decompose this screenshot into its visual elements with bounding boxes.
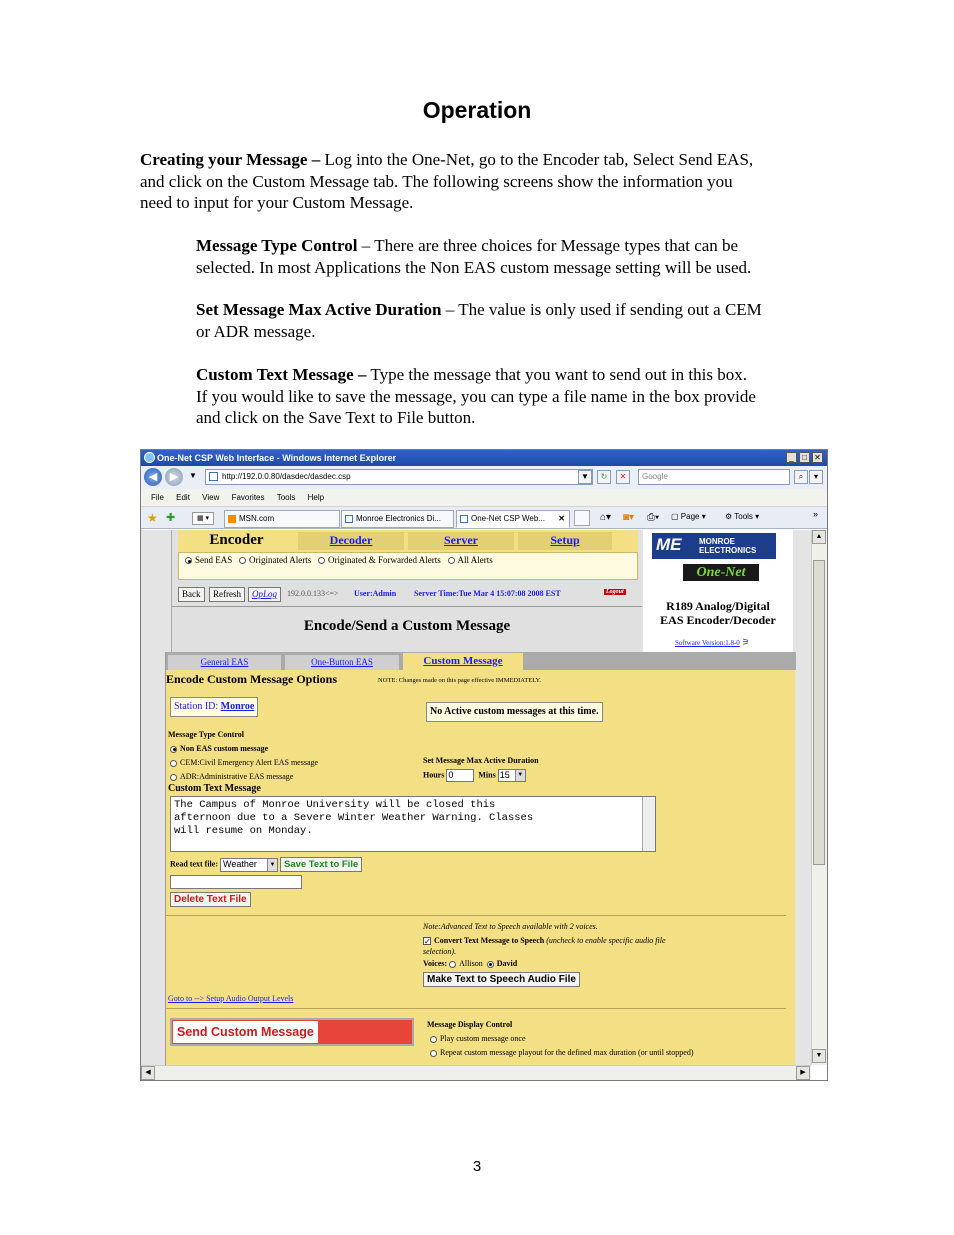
tts-note: Note:Advanced Text to Speech available with 2 voices.: [423, 922, 598, 931]
main-tab-row: [178, 530, 638, 552]
browser-tab-bar: [141, 507, 827, 529]
home-icon[interactable]: ⌂▾: [600, 512, 612, 523]
setup-audio-link[interactable]: Goto to --> Setup Audio Output Levels: [168, 994, 294, 1003]
radio-icon: [170, 760, 177, 767]
file-name-input[interactable]: [170, 875, 302, 889]
type-cem-label: CEM:Civil Emergency Alert EAS message: [180, 758, 319, 767]
horizontal-scrollbar[interactable]: [141, 1065, 811, 1080]
scroll-thumb[interactable]: [813, 560, 825, 865]
minimize-icon[interactable]: _: [786, 452, 797, 463]
search-input[interactable]: Google: [638, 469, 790, 485]
active-status-badge: No Active custom messages at this time.: [426, 702, 603, 722]
voice-david-label: David: [496, 959, 518, 968]
browser-tab-monroe-label: Monroe Electronics Di...: [356, 514, 441, 523]
url-text: http://192.0.0.80/dasdec/dasdec.csp: [222, 472, 351, 481]
url-dropdown-icon[interactable]: ▼: [578, 470, 592, 484]
tools-menu-label: Tools: [734, 512, 753, 521]
radio-icon: [185, 557, 192, 564]
browser-screenshot: [140, 449, 828, 1081]
ctm-text-line-1: The Campus of Monroe University will be closed this: [174, 799, 496, 811]
tts-option: [423, 935, 783, 957]
product-line-1: R189 Analog/Digital: [666, 599, 770, 613]
ctm-text-line-3: will resume on Monday.: [174, 825, 313, 837]
header-left: [171, 530, 641, 652]
mode-forwarded[interactable]: [318, 555, 441, 565]
voices-row: [423, 959, 517, 968]
tts-hint-2: selection).: [423, 947, 457, 956]
add-favorite-icon[interactable]: ✚: [166, 512, 176, 524]
menu-bar: [141, 489, 827, 507]
voice-david[interactable]: [487, 959, 517, 968]
print-icon[interactable]: ⎙▾: [647, 512, 660, 523]
product-line-2: EAS Encoder/Decoder: [660, 613, 776, 627]
tts-hint-1: (uncheck to enable specific audio file: [546, 936, 666, 945]
ie-logo-icon: [144, 452, 155, 463]
tools-menu-button[interactable]: ⚙ Tools ▾: [725, 512, 760, 521]
radio-icon: [487, 961, 494, 968]
custom-message-panel: [165, 652, 795, 1065]
voices-label: Voices:: [423, 959, 448, 968]
browser-tab-msn-label: MSN.com: [239, 514, 275, 523]
radio-icon: [170, 774, 177, 781]
page-menu-button[interactable]: ▢ Page ▾: [671, 512, 706, 521]
ctm-text-line-2: afternoon due to a Severe Winter Weather Warning. Classes: [174, 812, 534, 824]
send-custom-message-label: Send Custom Message: [173, 1021, 318, 1043]
software-version-link[interactable]: Software Version:1.8-0: [675, 639, 740, 647]
menu-edit[interactable]: Edit: [176, 493, 190, 502]
page-menu-label: Page: [680, 512, 700, 521]
tts-check-label: Convert Text Message to Speech: [434, 936, 545, 945]
smd-bold: Set Message Max Active Duration: [196, 300, 442, 319]
monroe-logo: [652, 533, 776, 559]
mins-value: 15: [499, 770, 510, 780]
intro-paragraph: [140, 149, 830, 214]
intro-line-2: and click on the Custom Message tab. The following screens show the information you: [140, 171, 733, 191]
refresh-button[interactable]: Refresh: [209, 587, 245, 602]
chevron-down-icon: ▼: [515, 770, 525, 781]
mode-originated-label: Originated Alerts: [249, 555, 312, 565]
mtc-label: Message Type Control: [168, 730, 244, 739]
logo-company-1: MONROE: [699, 537, 735, 546]
tab-close-icon[interactable]: ✕: [558, 514, 565, 523]
station-label: Station ID:: [174, 701, 219, 712]
divider: [172, 606, 642, 607]
msn-favicon-icon: [228, 515, 236, 523]
server-time: Server Time:Tue Mar 4 15:07:08 2008 EST: [414, 589, 561, 598]
voice-allison-label: Allison: [459, 959, 483, 968]
antenna-icon: ⚞: [741, 637, 750, 647]
menu-favorites[interactable]: Favorites: [231, 493, 265, 502]
read-file-row: [170, 857, 362, 872]
save-text-button[interactable]: Save Text to File: [280, 857, 362, 872]
hours-input[interactable]: 0: [446, 769, 474, 782]
radio-icon: [239, 557, 246, 564]
mode-originated[interactable]: [239, 555, 311, 565]
subtab-custom-message[interactable]: Custom Message: [403, 653, 523, 670]
header-right: [643, 530, 793, 652]
duration-label: Set Message Max Active Duration: [423, 756, 539, 765]
display-repeat[interactable]: [430, 1046, 694, 1060]
voice-allison[interactable]: [449, 959, 483, 968]
station-id-box: [170, 697, 258, 717]
station-value: Monroe: [220, 701, 255, 712]
options-note: NOTE: Changes made on this page effective IMMEDIATELY.: [378, 677, 542, 684]
hours-label: Hours: [423, 770, 445, 780]
user-label: User:Admin: [354, 589, 397, 598]
tab-setup[interactable]: Setup: [518, 532, 612, 550]
url-input[interactable]: [205, 469, 593, 485]
display-options: [430, 1032, 694, 1060]
menu-tools[interactable]: Tools: [276, 493, 296, 502]
browser-tab-monroe[interactable]: [341, 510, 454, 528]
radio-icon: [318, 557, 325, 564]
page-favicon-icon: [345, 515, 353, 523]
ctm-line-1: Type the message that you want to send out in this box.: [366, 365, 747, 384]
read-file-value: Weather: [222, 858, 257, 869]
duration-paragraph: [196, 299, 836, 342]
intro-bold: Creating your Message –: [140, 150, 321, 169]
page-favicon-icon: [460, 515, 468, 523]
browser-tab-msn[interactable]: [224, 510, 340, 528]
type-adr-label: ADR:Administrative EAS message: [180, 772, 294, 781]
maximize-icon[interactable]: □: [799, 452, 810, 463]
stop-icon[interactable]: ✕: [616, 470, 630, 484]
page-viewport: [141, 530, 811, 1065]
status-row: [178, 586, 638, 602]
page-title: Encode/Send a Custom Message: [303, 618, 511, 634]
checkbox-checked-icon[interactable]: ✓: [424, 937, 431, 947]
radio-icon: [448, 557, 455, 564]
ctm-line-2: If you would like to save the message, you can type a file name in the box provide: [196, 386, 756, 406]
mode-all[interactable]: [448, 555, 493, 565]
message-type-list: [170, 742, 318, 784]
read-file-label: Read text file:: [170, 859, 218, 869]
menu-help[interactable]: Help: [307, 493, 325, 502]
mode-send-eas-label: Send EAS: [195, 555, 233, 565]
smd-line-2: or ADR message.: [196, 321, 316, 341]
mins-label: Mins: [478, 770, 496, 780]
feeds-icon[interactable]: ◙▾: [623, 512, 635, 523]
software-version[interactable]: [675, 637, 750, 648]
search-icon[interactable]: ⌕: [794, 470, 808, 484]
display-control-label: Message Display Control: [427, 1020, 513, 1029]
radio-icon: [430, 1050, 437, 1057]
logout-button[interactable]: Logout: [606, 589, 624, 595]
history-dropdown-icon[interactable]: ▼: [189, 471, 197, 480]
tab-encoder[interactable]: Encoder: [178, 530, 295, 552]
chevron-down-icon: ▼: [267, 859, 277, 871]
type-non-eas[interactable]: [170, 742, 318, 756]
intro-line-1: Log into the One-Net, go to the Encoder tab, Select Send EAS,: [320, 150, 754, 169]
menu-view[interactable]: View: [202, 493, 220, 502]
mode-selector: [178, 552, 638, 580]
sub-tab-row: [166, 652, 796, 670]
duration-controls: [423, 769, 526, 782]
logo-me: ME: [656, 535, 682, 554]
mtc-bold: Message Type Control: [196, 236, 358, 255]
mins-select[interactable]: [498, 769, 526, 782]
radio-icon: [170, 746, 177, 753]
page-number: 3: [472, 1158, 482, 1175]
intro-line-3: need to input for your Custom Message.: [140, 193, 414, 212]
smd-line-1: – The value is only used if sending out a CEM: [441, 300, 762, 319]
radio-icon: [449, 961, 456, 968]
page-icon: [209, 472, 218, 481]
textarea-scrollbar[interactable]: [642, 797, 655, 851]
search-dropdown-icon[interactable]: ▾: [809, 470, 823, 484]
mode-send-eas[interactable]: [185, 555, 232, 565]
mtc-paragraph: [196, 235, 836, 278]
window-title-bar: [141, 450, 827, 466]
ctm-label: Custom Text Message: [168, 783, 261, 794]
ctm-line-3: and click on the Save Text to File button.: [196, 408, 476, 427]
make-tts-button[interactable]: Make Text to Speech Audio File: [423, 972, 580, 987]
tab-decoder[interactable]: Decoder: [298, 532, 404, 550]
back-arrow-icon[interactable]: ◀: [144, 468, 162, 486]
oplog-button[interactable]: OpLog: [248, 587, 281, 602]
browser-tab-onenet[interactable]: [456, 510, 570, 528]
divider: [166, 1008, 786, 1009]
new-tab-icon[interactable]: [574, 510, 590, 526]
refresh-icon[interactable]: ↻: [597, 470, 611, 484]
client-ip: 192.0.0.133<=>: [287, 589, 339, 598]
read-file-select[interactable]: [220, 858, 278, 872]
options-title: Encode Custom Message Options: [166, 672, 338, 686]
scroll-left-icon[interactable]: ◀: [141, 1066, 155, 1080]
mtc-line-1: – There are three choices for Message types that can be: [357, 236, 739, 255]
chevron-right-icon[interactable]: »: [813, 509, 819, 519]
subtab-general-eas[interactable]: General EAS: [168, 655, 281, 670]
ctm-bold: Custom Text Message –: [196, 365, 367, 384]
scroll-right-icon[interactable]: ▶: [796, 1066, 810, 1080]
menu-file[interactable]: File: [151, 493, 164, 502]
type-adr[interactable]: [170, 770, 318, 784]
display-play-once[interactable]: [430, 1032, 694, 1046]
forward-arrow-icon[interactable]: ▶: [165, 468, 183, 486]
onenet-logo: One-Net: [683, 564, 759, 581]
mode-all-label: All Alerts: [457, 555, 493, 565]
page-heading: Operation: [422, 97, 532, 123]
ctm-paragraph: [196, 364, 836, 429]
address-bar: [141, 466, 827, 489]
mtc-line-2: selected. In most Applications the Non EAS custom message setting will be used.: [196, 257, 752, 277]
tab-server[interactable]: Server: [408, 532, 514, 550]
type-non-eas-label: Non EAS custom message: [180, 744, 269, 753]
send-custom-message-button[interactable]: [170, 1018, 414, 1046]
scroll-up-icon[interactable]: ▲: [812, 530, 826, 544]
close-icon[interactable]: ✕: [812, 452, 823, 463]
custom-text-area[interactable]: [170, 796, 656, 852]
mode-forwarded-label: Originated & Forwarded Alerts: [328, 555, 441, 565]
subtab-one-button[interactable]: One-Button EAS: [285, 655, 399, 670]
display-repeat-label: Repeat custom message playout for the defined max duration (or until stopped): [440, 1048, 694, 1057]
browser-tab-onenet-label: One-Net CSP Web...: [471, 514, 545, 523]
favorites-star-icon[interactable]: ★: [147, 511, 158, 525]
quick-tabs-icon[interactable]: ▦ ▾: [192, 512, 214, 525]
delete-text-button[interactable]: Delete Text File: [170, 892, 251, 907]
divider: [166, 915, 786, 916]
radio-icon: [430, 1036, 437, 1043]
scroll-down-icon[interactable]: ▼: [812, 1049, 826, 1063]
window-title: One-Net CSP Web Interface - Windows Internet Explorer: [157, 453, 397, 463]
type-cem[interactable]: [170, 756, 318, 770]
logo-company-2: ELECTRONICS: [699, 546, 757, 555]
back-button[interactable]: Back: [178, 587, 205, 602]
vertical-scrollbar[interactable]: [811, 530, 827, 1065]
display-play-once-label: Play custom message once: [440, 1034, 526, 1043]
